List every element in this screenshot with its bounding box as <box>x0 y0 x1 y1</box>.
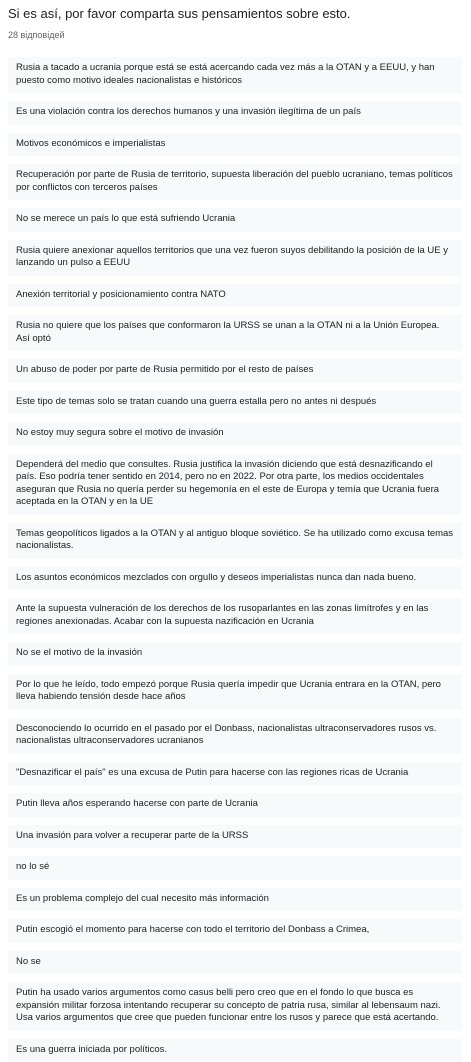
response-list <box>0 57 471 1062</box>
question-title: Si es así, por favor comparta sus pensamientos sobre esto. <box>8 6 463 22</box>
response-item: Putin escogió el momento para hacerse con todo el territorio del Donbass a Crimea, <box>8 919 462 943</box>
response-count: 28 відповідей <box>8 30 463 42</box>
response-item: No se merece un país lo que está sufriendo Ucrania <box>8 208 462 232</box>
response-item: No se <box>8 951 462 975</box>
response-item: Putin lleva años esperando hacerse con parte de Ucrania <box>8 793 462 817</box>
response-item: Es una guerra iniciada por políticos. <box>8 1039 462 1062</box>
response-item: Por lo que he leído, todo empezó porque Rusia quería impedir que Ucrania entrara en la OTAN, pero lleva habiendo tensión desde hace años <box>8 674 462 710</box>
response-item: Rusia quiere anexionar aquellos territorios que una vez fueron suyos debilitando la posición de la UE y lanzando un pulso a EEUU <box>8 240 462 276</box>
response-item: Rusia no quiere que los países que conformaron la URSS se unan a la OTAN ni a la Unión Europea. Así optó <box>8 315 462 351</box>
response-item: "Desnazificar el país" es una excusa de Putin para hacerse con las regiones ricas de Ucrania <box>8 762 462 786</box>
response-item: Anexión territorial y posicionamiento contra NATO <box>8 284 462 308</box>
response-item: Es un problema complejo del cual necesito más información <box>8 888 462 912</box>
response-item: Temas geopolíticos ligados a la OTAN y al antiguo bloque soviético. Se ha utilizado como excusa temas nacionalistas. <box>8 523 462 559</box>
response-item: No se el motivo de la invasión <box>8 642 462 666</box>
question-header <box>0 0 471 42</box>
response-item: Una invasión para volver a recuperar parte de la URSS <box>8 825 462 849</box>
response-item: Este tipo de temas solo se tratan cuando una guerra estalla pero no antes ni después <box>8 391 462 415</box>
response-item: Desconociendo lo ocurrido en el pasado por el Donbass, nacionalistas ultraconservadores rusos vs. nacionalistas ultraconservadores ucranianos <box>8 718 462 754</box>
response-item: Motivos económicos e imperialistas <box>8 133 462 157</box>
response-item: Ante la supuesta vulneración de los derechos de los rusoparlantes en las zonas limítrofes y en las regiones anexionadas. Acabar con la supuesta nazificación en Ucrania <box>8 598 462 634</box>
response-item: no lo sé <box>8 856 462 880</box>
response-item: Putin ha usado varios argumentos como casus belli pero creo que en el fondo lo que busca es expansión militar forzosa intentando recuperar su concepto de patria rusa, similar al lebensaum nazi. Usa varios argumentos que cree que pueden funcionar entre los rusos y parece que está acertando. <box>8 982 462 1031</box>
response-item: Es una violación contra los derechos humanos y una invasión ilegítima de un país <box>8 101 462 125</box>
response-item: Dependerá del medio que consultes. Rusia justifica la invasión diciendo que está desnazificando el país. Eso podría tener sentido en 2014, pero no en 2022. Por otra parte, los medios occidentales aseguran que Rusia no quería perder su hegemonía en el este de Europa y temía que Ucrania fuera aceptada en la OTAN y en la UE <box>8 454 462 515</box>
response-item: Un abuso de poder por parte de Rusia permitido por el resto de países <box>8 359 462 383</box>
response-item: Los asuntos económicos mezclados con orgullo y deseos imperialistas nunca dan nada bueno. <box>8 567 462 591</box>
response-item: Recuperación por parte de Rusia de territorio, supuesta liberación del pueblo ucraniano, temas políticos por conflictos con terceros países <box>8 164 462 200</box>
response-item: Rusia a tacado a ucrania porque está se está acercando cada vez más a la OTAN y a EEUU, y han puesto como motivo ideales nacionalistas e históricos <box>8 57 462 93</box>
response-item: No estoy muy segura sobre el motivo de invasión <box>8 422 462 446</box>
